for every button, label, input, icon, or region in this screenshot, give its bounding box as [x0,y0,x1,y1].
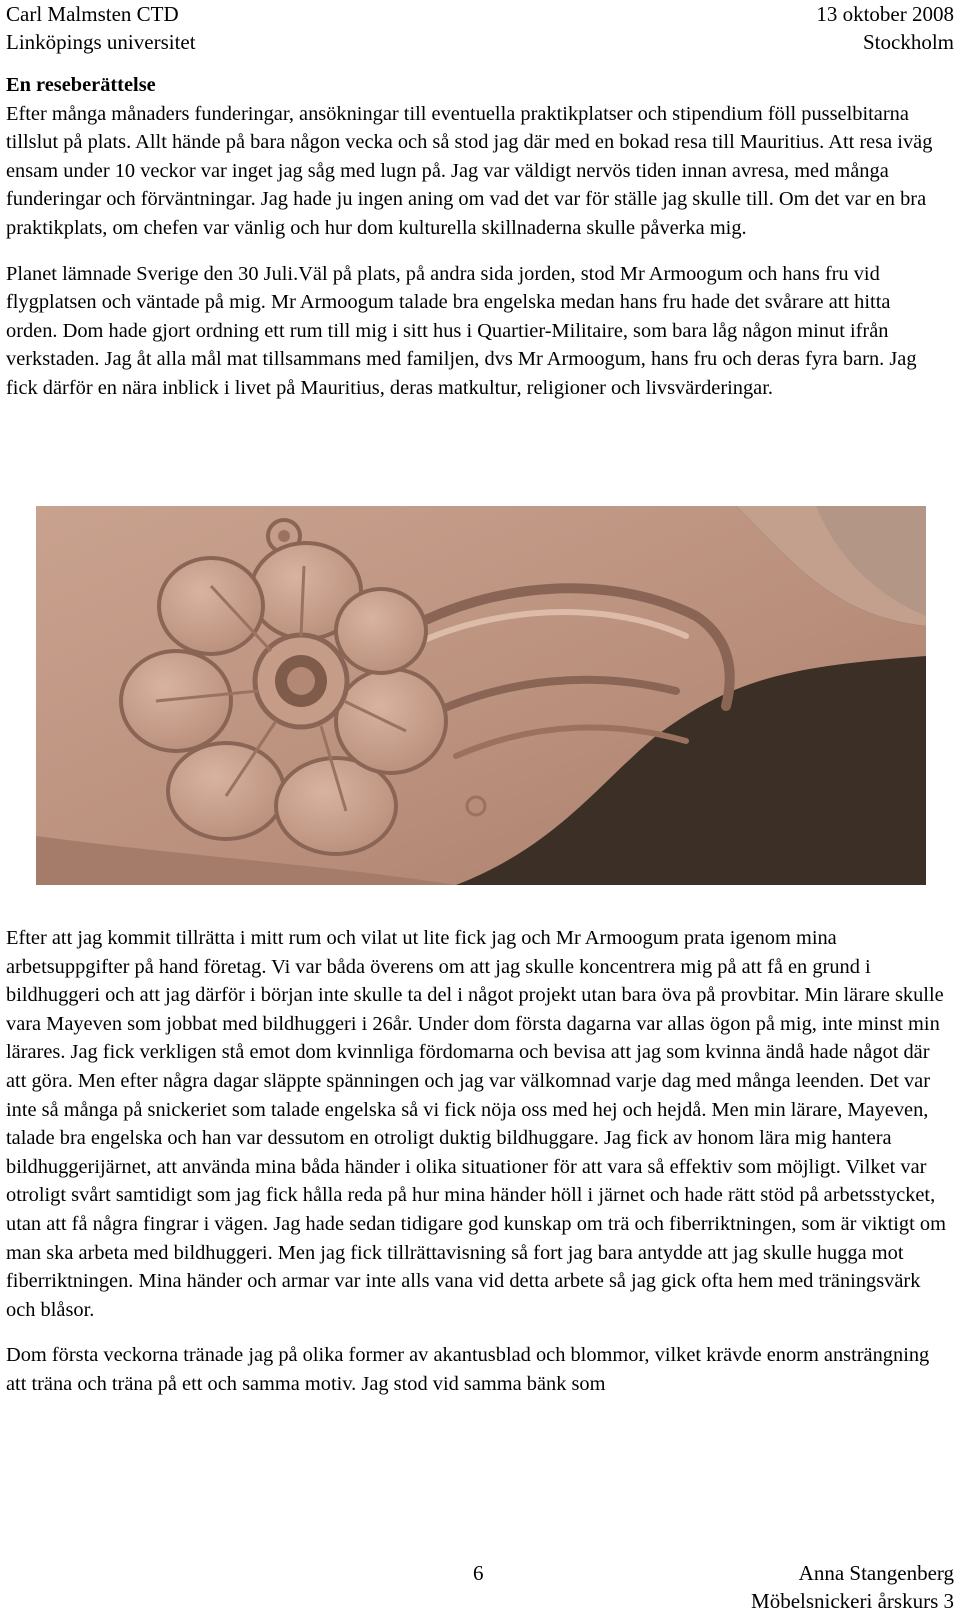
paragraph-1: Efter många månaders funderingar, ansökningar till eventuella praktikplatser och stipendium föll pusselbitarna tillslut på plats. Allt hände på bara någon vecka och så stod jag där med en bokad resa till Mauritius. Att resa iväg ensam under 10 veckor var inget jag såg med lugn på. Jag var väldigt nervös tiden innan avresa, med många funderingar och förväntningar. Jag hade ju ingen aning om vad det var för ställe jag skulle till. Om det var en bra praktikplats, om chefen var vänlig och hur dom kulturella skillnaderna skulle påverka mig. [6,102,933,239]
header-institution: Carl Malmsten CTD [6,2,179,26]
section-heading: En reseberättelse [6,74,156,96]
page-number: 6 [473,1561,484,1585]
paragraph-4: Dom första veckorna tränade jag på olika former av akantusblad och blommor, vilket krävde enorm ansträngning att träna och träna på ett och samma motiv. Jag stod vid samma bänk som [6,1344,930,1395]
footer-author: Anna Stangenberg [798,1561,954,1585]
paragraph-2: Planet lämnade Sverige den 30 Juli.Väl på plats, på andra sida jorden, stod Mr Armoogum och hans fru vid flygplatsen och väntade på mig. Mr Armoogum talade bra engelska medan hans fru hade det svårare att hitta orden. Dom hade gjort ordning ett rum till mig i sitt hus i Quartier-Militaire, som bara låg någon minut ifrån verkstaden. Jag åt alla mål mat tillsammans med familjen, dvs Mr Armoogum, hans fru och deras fyra barn. Jag fick därför en nära inblick i livet på Mauritius, deras matkultur, religioner och livsvärderingar. [6,262,917,399]
header-city: Stockholm [862,30,954,54]
footer-author-block [751,1559,954,1615]
header-date: 13 oktober 2008 [816,2,954,26]
footer-course: Möbelsnickeri årskurs 3 [751,1589,954,1613]
carved-flower-image [36,506,926,885]
header-university: Linköpings universitet [6,30,196,54]
section-bottom [6,924,946,1399]
section-top [6,71,946,403]
page-header [6,0,954,56]
wood-carving-photo [36,506,926,885]
paragraph-3: Efter att jag kommit tillrätta i mitt rum och vilat ut lite fick jag och Mr Armoogum prata igenom mina arbetsuppgifter på hand företag. Vi var båda överens om att jag skulle koncentrera mig på att få en grund i bildhuggeri och att jag därför i början inte skulle ta del i något projekt utan bara öva på provbitar. Min lärare skulle vara Mayeven som jobbat med bildhuggeri i 26år. Under dom första dagarna var allas ögon på mig, inte minst min lärares. Jag fick verkligen stå emot dom kvinnliga fördomarna och bevisa att jag som kvinna ändå hade något där att göra. Men efter några dagar släppte spänningen och jag var välkomnad varje dag med många leenden. Det var inte så många på snickeriet som talade engelska så vi fick nöja oss med hej och hejdå. Men min lärare, Mayeven, talade bra engelska och han var dessutom en otroligt duktig bildhuggare. Jag fick av honom lära mig hantera bildhuggerijärnet, att använda mina båda händer i olika situationer för att vara så effektiv som möjligt. Vilket var otroligt svårt samtidigt som jag fick hålla reda på hur mina händer höll i järnet och hade rätt stöd på arbetsstycket, utan att få några fingrar i vägen. Jag hade sedan tidigare god kunskap om trä och fiberriktningen, som är viktigt om man ska arbeta med bildhuggeri. Men jag fick tillrättavisning så fort jag bara antydde att jag skulle hugga mot fiberriktningen. Mina händer och armar var inte alls vana vid detta arbete så jag gick ofta hem med träningsvärk och blåsor. [6,927,946,1321]
